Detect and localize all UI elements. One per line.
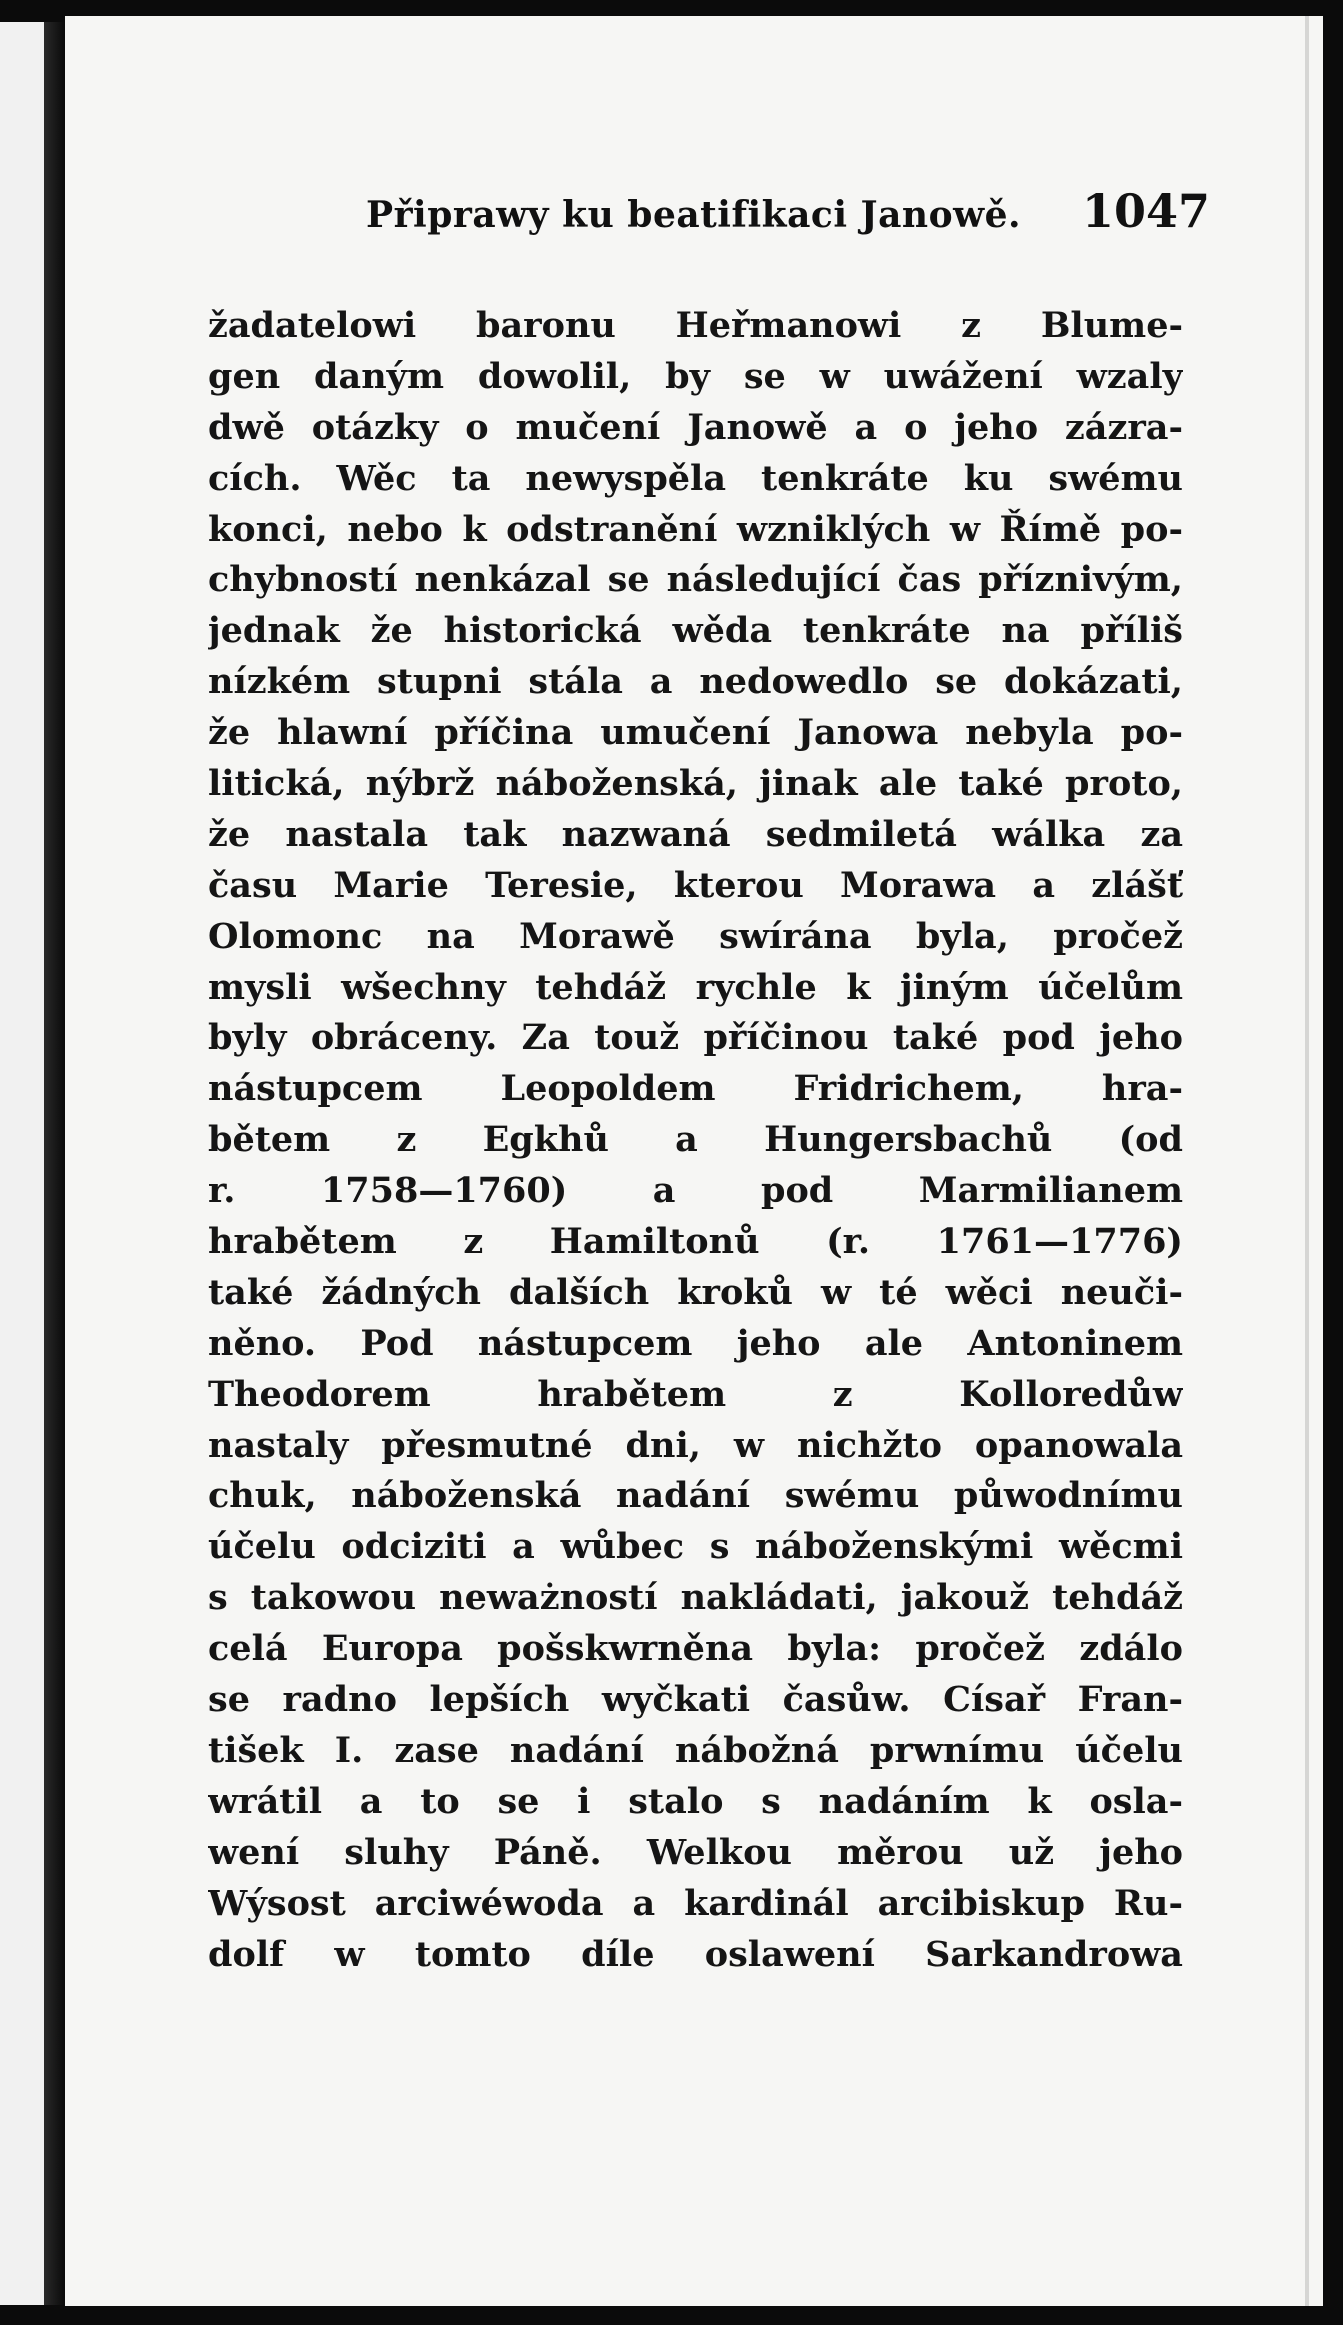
text-line: chybností nenkázal se následující čas příznivým,	[208, 559, 1183, 601]
text-line: účelu odciziti a wůbec s náboženskými wěcmi	[208, 1526, 1183, 1568]
text-line: wrátil a to se i stalo s nadáním k osla-	[208, 1780, 1183, 1822]
text-line: konci, nebo k odstranění wzniklých w Římě po-	[208, 508, 1183, 550]
body-text	[208, 301, 1183, 1980]
text-line: dwě otázky o mučení Janowě a o jeho zázra-	[208, 406, 1183, 448]
text-line: něno. Pod nástupcem jeho ale Antoninem	[208, 1322, 1183, 1364]
text-line: hrabětem z Hamiltonů (r. 1761—1776)	[208, 1221, 1183, 1263]
page-edge-line	[1305, 16, 1309, 2306]
text-line: litická, nýbrž náboženská, jinak ale také proto,	[208, 763, 1183, 805]
text-line: s takowou neważností nakládati, jakouž tehdáž	[208, 1577, 1183, 1619]
page-number: 1047	[1081, 184, 1210, 238]
text-line: se radno lepších wyčkati časůw. Císař Fran-	[208, 1679, 1183, 1721]
running-head: Připrawy ku beatifikaci Janowě.	[366, 194, 1022, 236]
book-gutter-shadow	[44, 22, 64, 2305]
text-line: žadatelowi baronu Heřmanowi z Blume-	[208, 305, 1183, 346]
text-line: celá Europa pošskwrněna byla: pročež zdálo	[208, 1628, 1183, 1670]
text-line: mysli wšechny tehdáž rychle k jiným účelům	[208, 966, 1183, 1008]
adjacent-page-edge	[0, 22, 44, 2305]
text-line: jednak že historická wěda tenkráte na příliš	[208, 610, 1183, 652]
text-line: že hlawní příčina umučení Janowa nebyla po-	[208, 712, 1183, 754]
text-line: cích. Wěc ta newyspěla tenkráte ku swému	[208, 457, 1183, 499]
text-line: tišek I. zase nadání nábožná prwnímu účelu	[208, 1729, 1183, 1771]
text-line: bětem z Egkhů a Hungersbachů (od	[208, 1119, 1183, 1161]
text-line: byly obráceny. Za touž příčinou také pod jeho	[208, 1017, 1183, 1059]
text-line: že nastala tak nazwaná sedmiletá wálka za	[208, 813, 1183, 855]
text-line: r. 1758—1760) a pod Marmilianem	[208, 1170, 1183, 1212]
text-line: také žádných dalších kroků w té wěci neuči-	[208, 1271, 1183, 1313]
text-line: Wýsost arciwéwoda a kardinál arcibiskup Ru-	[208, 1882, 1183, 1924]
text-line: času Marie Teresie, kterou Morawa a zlášť	[208, 864, 1183, 906]
text-line: Theodorem hrabětem z Kolloredůw	[208, 1373, 1183, 1415]
text-line: Olomonc na Morawě swírána byla, pročež	[208, 915, 1183, 957]
page-header	[210, 184, 1210, 254]
text-line: wení sluhy Páně. Welkou měrou už jeho	[208, 1831, 1183, 1873]
text-line: nízkém stupni stála a nedowedlo se dokázati,	[208, 661, 1183, 703]
text-line: chuk, náboženská nadání swému půwodnímu	[208, 1475, 1183, 1517]
text-line: nástupcem Leopoldem Fridrichem, hra-	[208, 1068, 1183, 1110]
book-page	[65, 16, 1323, 2306]
text-line: dolf w tomto díle oslawení Sarkandrowa	[208, 1933, 1183, 1975]
text-line: nastaly přesmutné dni, w nichžto opanowala	[208, 1424, 1183, 1466]
text-line: gen daným dowolil, by se w uwážení wzaly	[208, 355, 1183, 397]
